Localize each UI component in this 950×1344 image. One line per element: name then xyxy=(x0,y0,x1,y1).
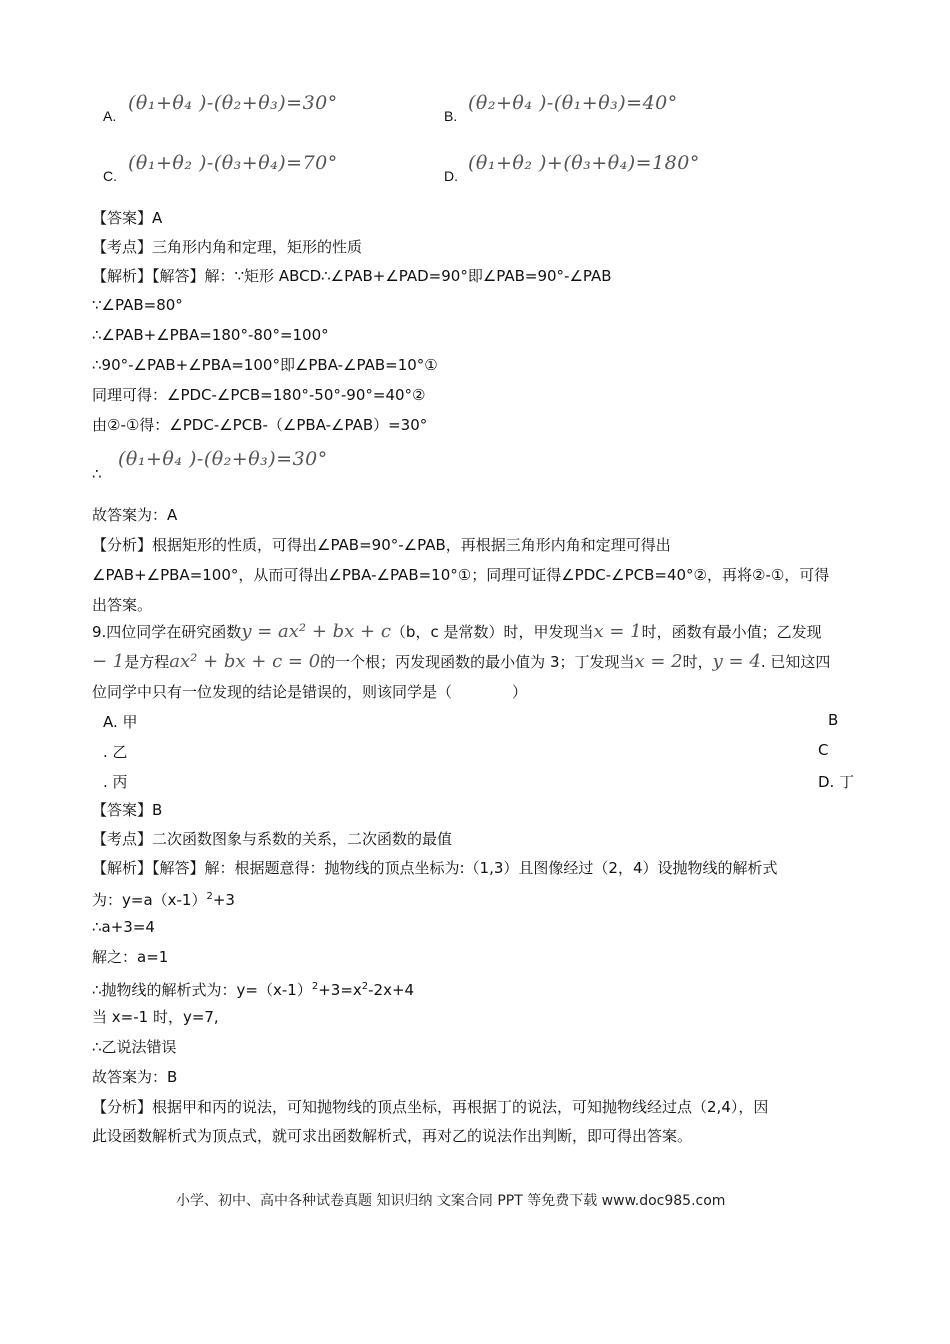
therefore-symbol: ∴ xyxy=(92,465,102,483)
q8-analysis-line: ∴∠PAB+∠PBA=180°-80°=100° xyxy=(92,326,329,344)
q8-fenxi-line: 出答案。 xyxy=(92,596,153,614)
q9-text: 9.四位同学在研究函数 xyxy=(92,623,242,641)
q9-text: 的一个根；丙发现函数的最小值为 3；丁发现当 xyxy=(320,653,635,671)
q8-analysis-line: 同理可得：∠PDC-∠PCB=180°-50°-90°=40°② xyxy=(92,386,426,404)
q9-answer: 【答案】B xyxy=(92,801,163,819)
q8-final-answer: 故答案为：A xyxy=(92,506,178,524)
q8-analysis-line: ∴90°-∠PAB+∠PBA=100°即∠PBA-∠PAB=10°① xyxy=(92,356,438,374)
q8-analysis-line: ∵∠PAB=80° xyxy=(92,296,183,314)
q9-final-answer: 故答案为：B xyxy=(92,1068,178,1086)
q9-function-formula: y = ax² + bx + c xyxy=(241,621,391,642)
q9-x2-formula: x = 2 xyxy=(634,651,683,672)
q8-answer: 【答案】A xyxy=(92,209,163,227)
superscript: 2 xyxy=(361,981,369,992)
q9-analysis-line xyxy=(92,887,235,910)
option-a-label: A. xyxy=(103,108,117,124)
q9-stem-line-2 xyxy=(92,652,830,672)
q9-text: 为：y=a（x-1） xyxy=(92,891,207,909)
q9-text: +3 xyxy=(212,891,235,909)
option-d-formula: (θ₁+θ₂ )+(θ₃+θ₄)=180° xyxy=(468,152,700,174)
q9-option-b-letter: B xyxy=(828,711,839,729)
q9-text: （b，c 是常数）时，甲发现当 xyxy=(390,623,594,641)
q9-text: 时， xyxy=(682,653,713,671)
q9-stem-line-1 xyxy=(92,622,822,642)
q9-y4-formula: y = 4 xyxy=(712,651,761,672)
q9-option-d: D. 丁 xyxy=(818,773,855,791)
q9-text: . 已知这四 xyxy=(760,653,831,671)
q9-option-c-letter: C xyxy=(818,741,829,759)
q9-text: -2x+4 xyxy=(368,981,415,999)
q9-topic: 【考点】二次函数图象与系数的关系，二次函数的最值 xyxy=(92,830,453,848)
q9-text: 是方程 xyxy=(124,653,170,671)
q9-stem-line-3: 位同学中只有一位发现的结论是错误的，则该同学是（ ） xyxy=(92,683,528,701)
therefore-formula: (θ₁+θ₄ )-(θ₂+θ₃)=30° xyxy=(118,448,328,470)
q9-analysis-line: 【解析】【解答】解：根据题意得：抛物线的顶点坐标为:（1,3）且图像经过（2，4）设抛物线的解析式 xyxy=(92,859,778,877)
q9-option-a: A. 甲 xyxy=(103,713,138,731)
option-d-label: D. xyxy=(444,168,458,184)
q9-fenxi-line: 【分析】根据甲和丙的说法，可知抛物线的顶点坐标，再根据丁的说法，可知抛物线经过点（2,4），因 xyxy=(92,1098,769,1116)
q9-analysis-line: 解之：a=1 xyxy=(92,948,169,966)
option-c-formula: (θ₁+θ₂ )-(θ₃+θ₄)=70° xyxy=(128,152,338,174)
option-b-formula: (θ₂+θ₄ )-(θ₁+θ₃)=40° xyxy=(468,92,678,114)
q9-analysis-line: 当 x=-1 时，y=7, xyxy=(92,1008,219,1026)
option-a-formula: (θ₁+θ₄ )-(θ₂+θ₃)=30° xyxy=(128,92,338,114)
q9-text: 时，函数有最小值；乙发现 xyxy=(641,623,822,641)
q8-analysis-line: 【解析】【解答】解：∵矩形 ABCD∴∠PAB+∠PAD=90°即∠PAB=90°-∠PAB xyxy=(92,267,612,285)
q9-analysis-line: ∴a+3=4 xyxy=(92,918,155,936)
page-footer: 小学、初中、高中各种试卷真题 知识归纳 文案合同 PPT 等免费下载 www.doc985.com xyxy=(176,1193,726,1209)
q9-x1-formula: x = 1 xyxy=(593,621,642,642)
q9-option-b-text: . 乙 xyxy=(103,743,128,761)
q9-equation-formula: ax² + bx + c = 0 xyxy=(169,651,321,672)
q9-analysis-line xyxy=(92,977,414,1000)
q9-analysis-line: ∴乙说法错误 xyxy=(92,1038,177,1056)
q8-analysis-line: 由②-①得：∠PDC-∠PCB-（∠PBA-∠PAB）=30° xyxy=(92,416,428,434)
q9-text: ∴抛物线的解析式为：y=（x-1） xyxy=(92,981,312,999)
option-b-label: B. xyxy=(444,108,458,124)
superscript: 2 xyxy=(311,981,319,992)
q8-topic: 【考点】三角形内角和定理，矩形的性质 xyxy=(92,238,363,256)
q9-text: +3=x xyxy=(318,981,362,999)
option-c-label: C. xyxy=(103,168,117,184)
q9-minus-one-formula: − 1 xyxy=(92,651,125,672)
q9-option-c-text: . 丙 xyxy=(103,773,128,791)
q9-fenxi-line: 此设函数解析式为顶点式，就可求出函数解析式，再对乙的说法作出判断，即可得出答案。 xyxy=(92,1127,693,1145)
q8-fenxi-line: ∠PAB+∠PBA=100°，从而可得出∠PBA-∠PAB=10°①；同理可证得∠PDC-∠PCB=40°②，再将②-①，可得 xyxy=(92,566,830,584)
q8-fenxi-line: 【分析】根据矩形的性质，可得出∠PAB=90°-∠PAB，再根据三角形内角和定理可得出 xyxy=(92,536,671,554)
superscript: 2 xyxy=(206,891,213,902)
